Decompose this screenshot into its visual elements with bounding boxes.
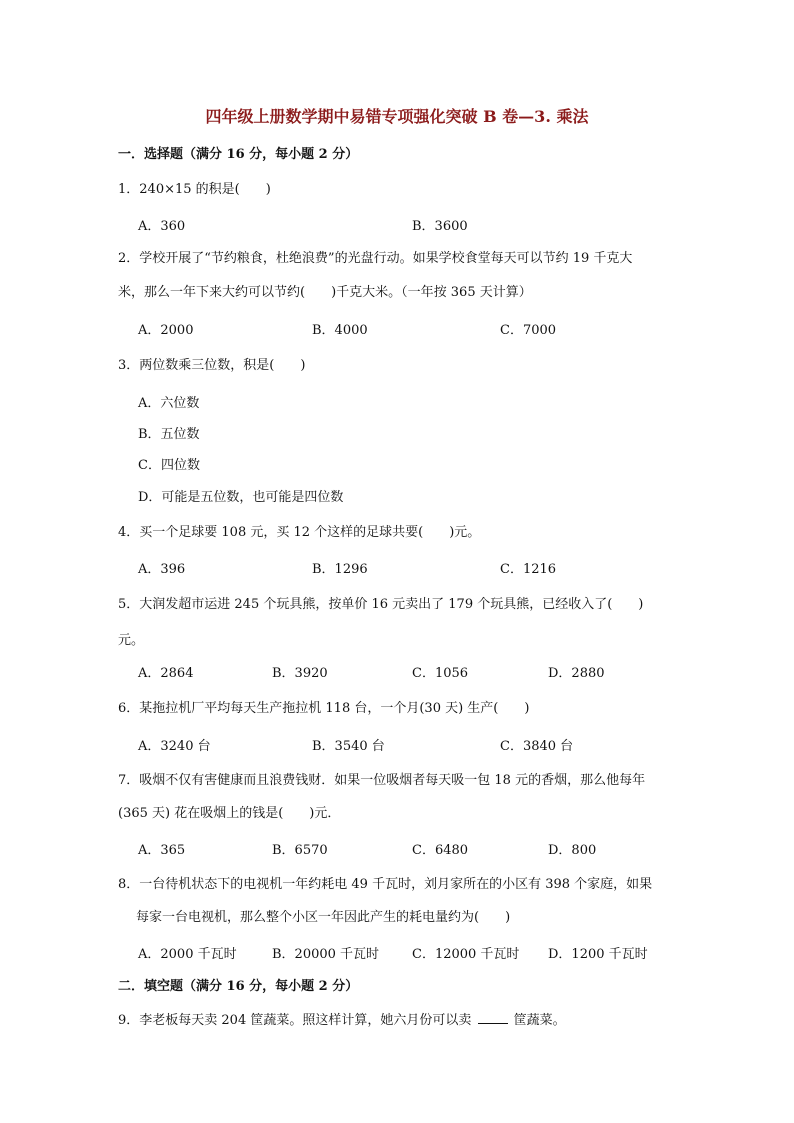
question-2-line-1: 2．学校开展了“节约粮食，杜绝浪费”的光盘行动。如果学校食堂每天可以节约 19 千克大 (118, 251, 633, 266)
q4-option-c[interactable]: C．1216 (500, 562, 557, 577)
q1-option-a[interactable]: A．360 (138, 219, 186, 234)
question-3: 3．两位数乘三位数，积是( ) (118, 358, 306, 373)
q8-option-a[interactable]: A．2000 千瓦时 (138, 947, 237, 962)
section-heading-fill-in: 二．填空题（满分 16 分，每小题 2 分） (118, 979, 359, 994)
answer-blank[interactable] (478, 1011, 508, 1024)
question-7-line-1: 7．吸烟不仅有害健康而且浪费钱财．如果一位吸烟者每天吸一包 18 元的香烟，那么他每年 (118, 773, 646, 788)
question-5-line-1: 5．大润发超市运进 245 个玩具熊，按单价 16 元卖出了 179 个玩具熊，已经收入了( ) (118, 597, 644, 612)
q1-option-b[interactable]: B．3600 (412, 219, 468, 234)
q7-option-a[interactable]: A．365 (138, 843, 186, 858)
q3-option-a[interactable]: A．六位数 (138, 396, 200, 411)
question-8-line-1: 8．一台待机状态下的电视机一年约耗电 49 千瓦时，刘月家所在的小区有 398 个家庭，如果 (118, 877, 653, 892)
q2-option-b[interactable]: B．4000 (312, 323, 368, 338)
q4-option-b[interactable]: B．1296 (312, 562, 368, 577)
question-6: 6．某拖拉机厂平均每天生产拖拉机 118 台，一个月(30 天) 生产( ) (118, 701, 530, 716)
q4-option-a[interactable]: A．396 (138, 562, 186, 577)
question-1: 1．240×15 的积是( ) (118, 182, 271, 197)
q7-option-b[interactable]: B．6570 (272, 843, 328, 858)
q2-option-a[interactable]: A．2000 (138, 323, 194, 338)
q3-option-d[interactable]: D．可能是五位数，也可能是四位数 (138, 490, 344, 505)
q5-option-d[interactable]: D．2880 (548, 666, 605, 681)
q7-option-d[interactable]: D．800 (548, 843, 597, 858)
q6-option-b[interactable]: B．3540 台 (312, 739, 385, 754)
q8-option-c[interactable]: C．12000 千瓦时 (412, 947, 520, 962)
question-8-line-2: 每家一台电视机，那么整个小区一年因此产生的耗电量约为( ) (136, 910, 511, 925)
question-5-line-2: 元。 (118, 633, 145, 648)
section-heading-choice: 一．选择题（满分 16 分，每小题 2 分） (118, 147, 359, 162)
q8-option-b[interactable]: B．20000 千瓦时 (272, 947, 380, 962)
question-9-text-before: 9．李老板每天卖 204 筐蔬菜。照这样计算，她六月份可以卖 (118, 1013, 472, 1028)
q6-option-a[interactable]: A．3240 台 (138, 739, 211, 754)
q5-option-c[interactable]: C．1056 (412, 666, 469, 681)
document-title: 四年级上册数学期中易错专项强化突破 B 卷—3. 乘法 (205, 107, 589, 126)
q7-option-c[interactable]: C．6480 (412, 843, 469, 858)
q3-option-c[interactable]: C．四位数 (138, 458, 200, 473)
question-2-line-2: 米，那么一年下来大约可以节约( )千克大米。（一年按 365 天计算） (118, 285, 532, 300)
q2-option-c[interactable]: C．7000 (500, 323, 557, 338)
question-9-text-after: 筐蔬菜。 (513, 1013, 566, 1028)
q5-option-a[interactable]: A．2864 (138, 666, 194, 681)
q5-option-b[interactable]: B．3920 (272, 666, 328, 681)
question-7-line-2: (365 天) 花在吸烟上的钱是( )元． (118, 806, 341, 821)
q8-option-d[interactable]: D．1200 千瓦时 (548, 947, 648, 962)
q6-option-c[interactable]: C．3840 台 (500, 739, 574, 754)
question-4: 4．买一个足球要 108 元，买 12 个这样的足球共要( )元。 (118, 525, 481, 540)
question-9 (118, 1011, 566, 1030)
q3-option-b[interactable]: B．五位数 (138, 427, 200, 442)
